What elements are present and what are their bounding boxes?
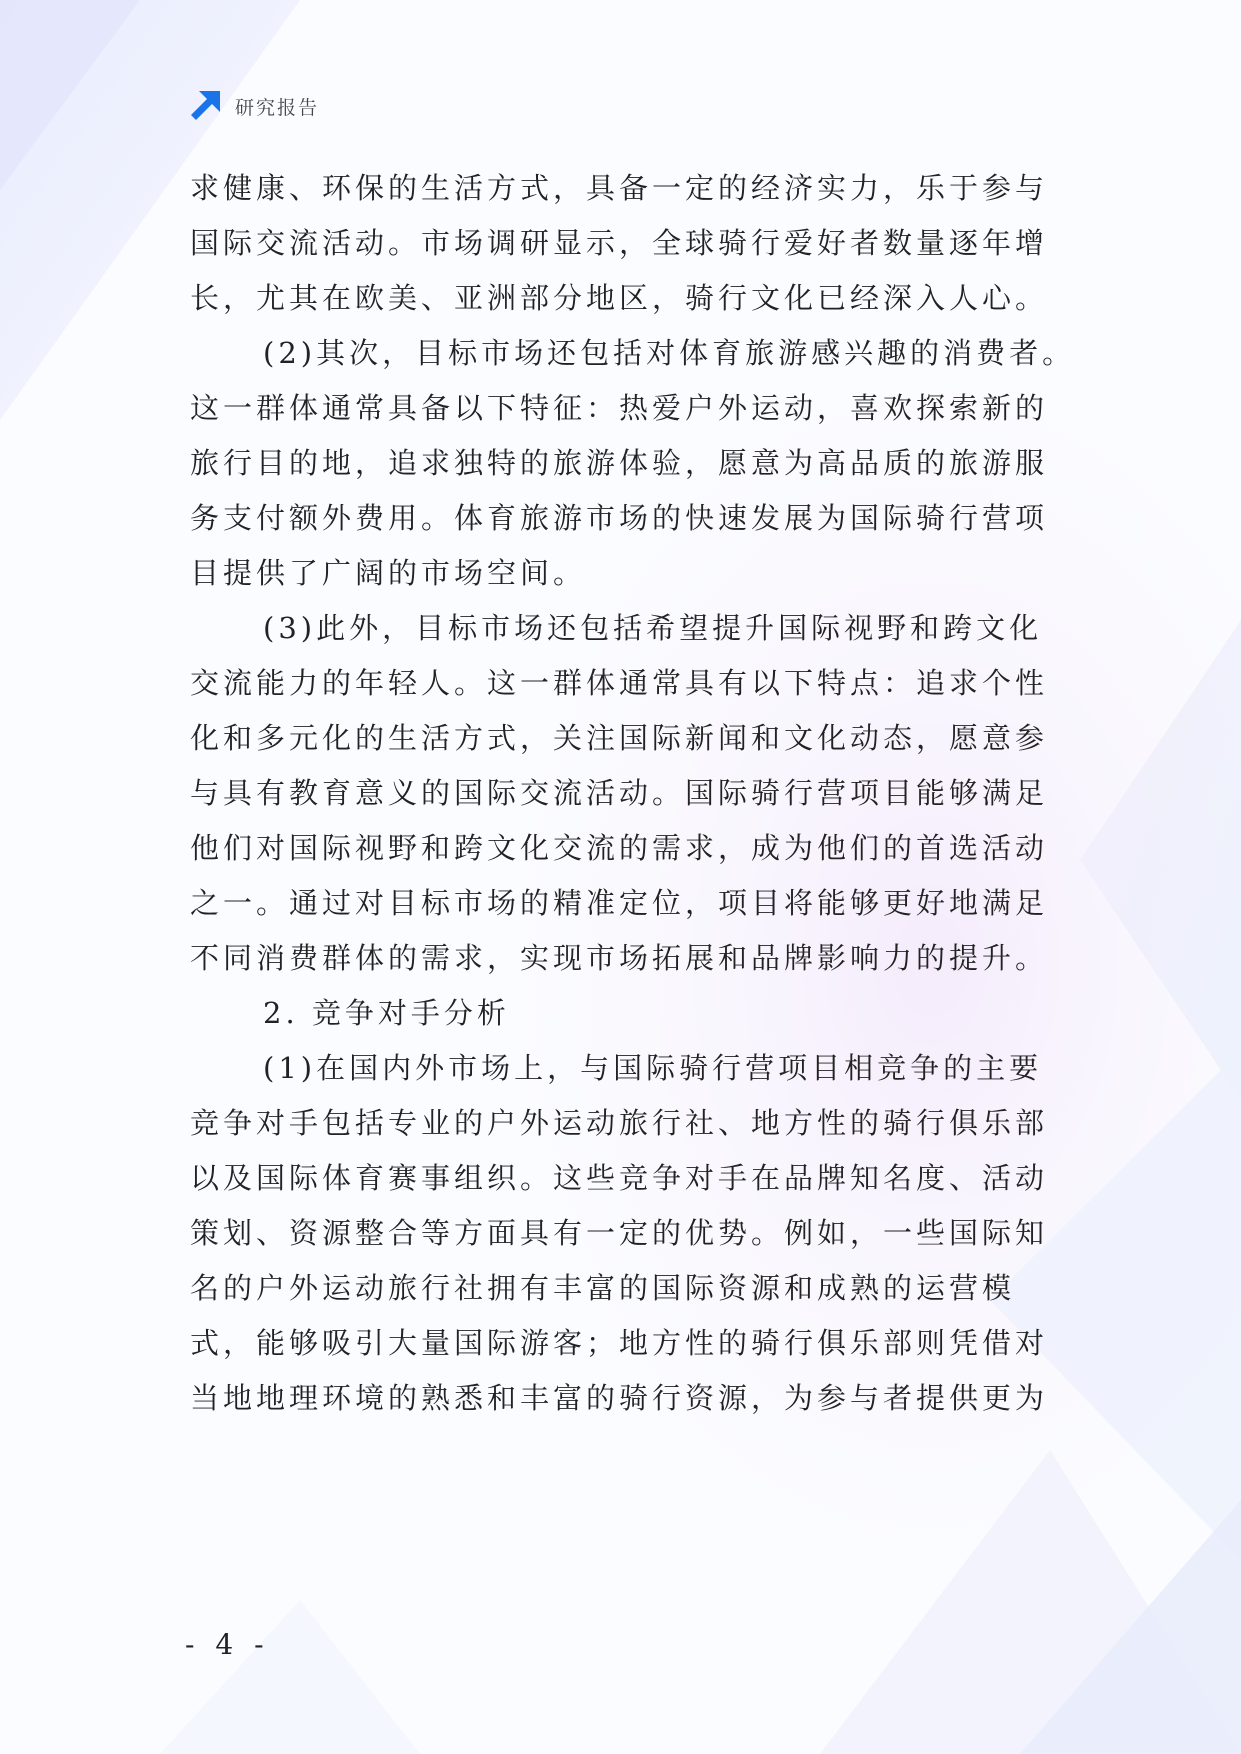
body-line: 他们对国际视野和跨文化交流的需求，成为他们的首选活动 [190, 831, 1049, 865]
body-line: (1)在国内外市场上，与国际骑行营项目相竞争的主要 [263, 1051, 1043, 1085]
body-line: 以及国际体育赛事组织。这些竞争对手在品牌知名度、活动 [190, 1161, 1049, 1195]
body-line: 交流能力的年轻人。这一群体通常具有以下特点：追求个性 [190, 666, 1049, 700]
body-line: 不同消费群体的需求，实现市场拓展和品牌影响力的提升。 [190, 941, 1049, 975]
body-line: 当地地理环境的熟悉和丰富的骑行资源，为参与者提供更为 [190, 1381, 1049, 1415]
body-line: 式，能够吸引大量国际游客；地方性的骑行俱乐部则凭借对 [190, 1326, 1049, 1360]
body-line: 求健康、环保的生活方式，具备一定的经济实力，乐于参与 [190, 171, 1049, 205]
body-line: 长，尤其在欧美、亚洲部分地区，骑行文化已经深入人心。 [190, 281, 1049, 315]
body-line: (2)其次，目标市场还包括对体育旅游感兴趣的消费者。 [263, 336, 1076, 370]
body-line: 竞争对手包括专业的户外运动旅行社、地方性的骑行俱乐部 [190, 1106, 1049, 1140]
page-number: - 4 - [185, 1628, 270, 1661]
body-line: 策划、资源整合等方面具有一定的优势。例如，一些国际知 [190, 1216, 1049, 1250]
section-heading: 2. 竞争对手分析 [263, 996, 510, 1030]
body-line: 目提供了广阔的市场空间。 [190, 556, 587, 590]
body-line: 之一。通过对目标市场的精准定位，项目将能够更好地满足 [190, 886, 1049, 920]
report-header [187, 88, 319, 124]
body-line: 与具有教育意义的国际交流活动。国际骑行营项目能够满足 [190, 776, 1049, 810]
arrow-up-right-icon [187, 88, 223, 124]
body-line: 名的户外运动旅行社拥有丰富的国际资源和成熟的运营模 [190, 1271, 1016, 1305]
header-title: 研究报告 [235, 96, 320, 119]
body-line: 旅行目的地，追求独特的旅游体验，愿意为高品质的旅游服 [190, 446, 1049, 480]
body-line: 务支付额外费用。体育旅游市场的快速发展为国际骑行营项 [190, 501, 1049, 535]
body-line: 这一群体通常具备以下特征：热爱户外运动，喜欢探索新的 [190, 391, 1049, 425]
body-line: (3)此外，目标市场还包括希望提升国际视野和跨文化 [263, 611, 1043, 645]
body-line: 化和多元化的生活方式，关注国际新闻和文化动态，愿意参 [190, 721, 1049, 755]
body-line: 国际交流活动。市场调研显示，全球骑行爱好者数量逐年增 [190, 226, 1049, 260]
